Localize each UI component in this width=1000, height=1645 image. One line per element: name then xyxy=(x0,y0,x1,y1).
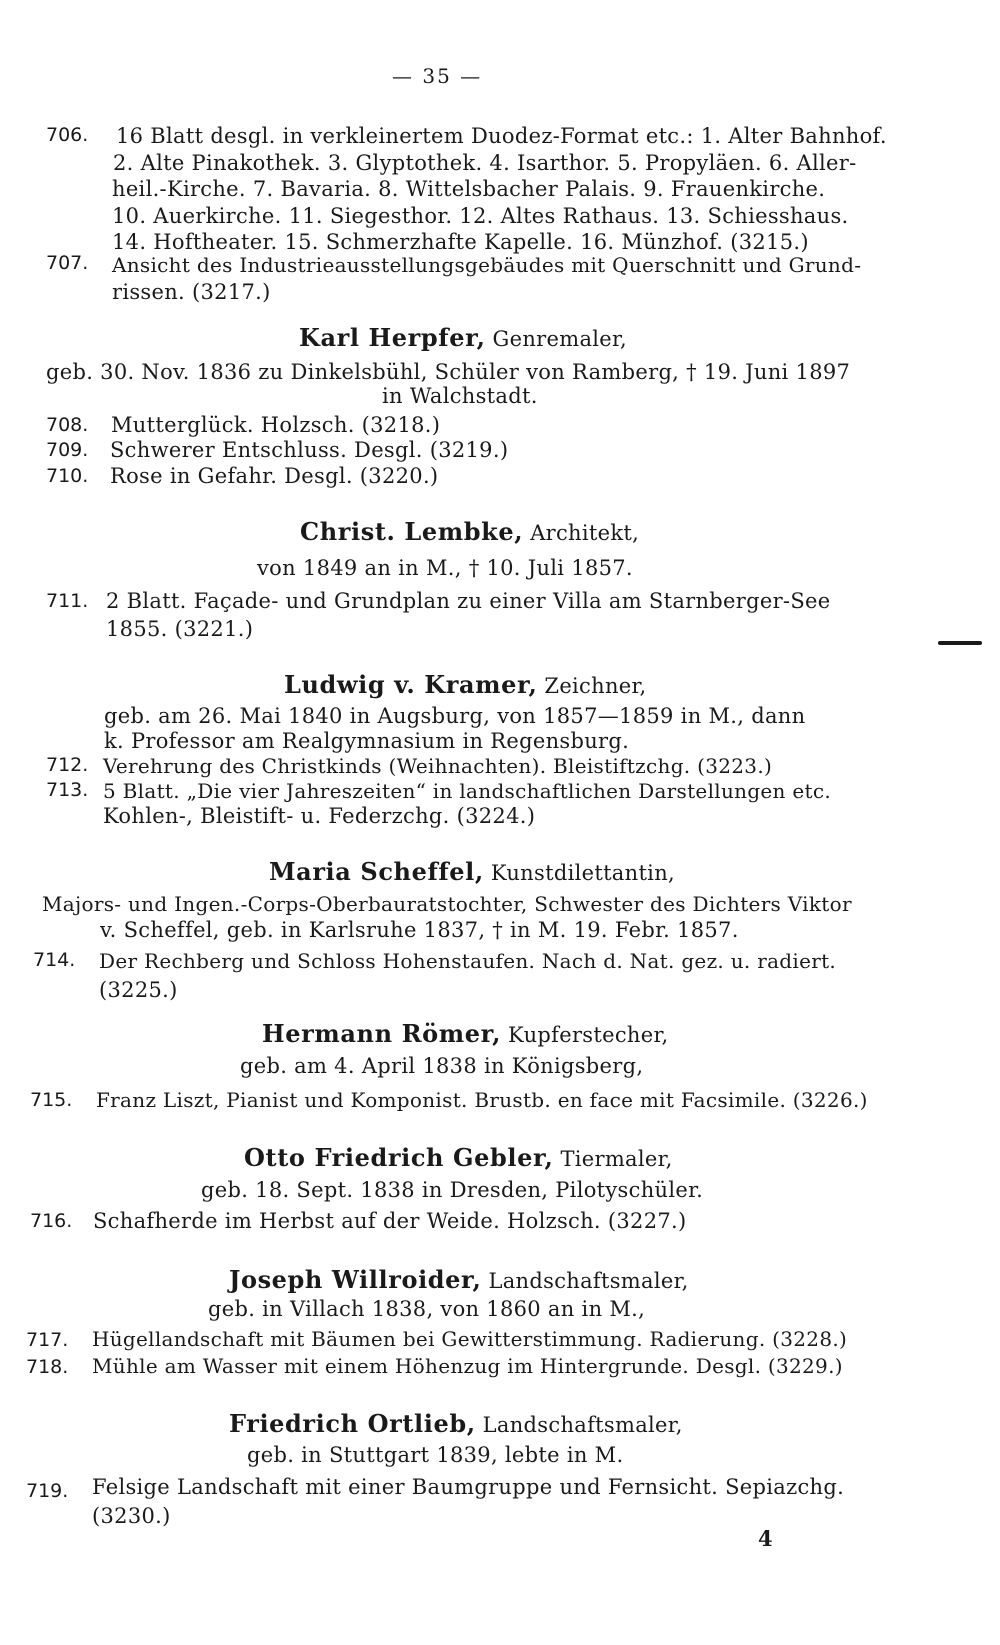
artist-bio: v. Scheffel, geb. in Karlsruhe 1837, † in M. 19. Febr. 1857. xyxy=(100,918,739,942)
entry-text: rissen. (3217.) xyxy=(112,280,271,304)
entry-text: 2 Blatt. Façade- und Grundplan zu einer Villa am Starnberger-See xyxy=(106,589,831,613)
artist-bio: in Walchstadt. xyxy=(382,384,538,408)
entry-text: Mühle am Wasser mit einem Höhenzug im Hintergrunde. Desgl. (3229.) xyxy=(92,1354,843,1378)
artist-bio: geb. am 26. Mai 1840 in Augsburg, von 1857—1859 in M., dann xyxy=(104,704,806,728)
entry-text: heil.-Kirche. 7. Bavaria. 8. Wittelsbacher Palais. 9. Frauenkirche. xyxy=(112,177,826,201)
entry-text: Felsige Landschaft mit einer Baumgruppe und Fernsicht. Sepiazchg. xyxy=(92,1475,845,1499)
entry-text: Rose in Gefahr. Desgl. (3220.) xyxy=(110,464,439,488)
artist-role: Zeichner, xyxy=(544,674,647,698)
page-number-header: — 35 — xyxy=(392,64,483,88)
entry-number: 718. xyxy=(26,1356,69,1378)
artist-bio: geb. in Stuttgart 1839, lebte in M. xyxy=(247,1443,624,1467)
entry-number: 706. xyxy=(46,124,89,146)
entry-number: 717. xyxy=(26,1329,69,1351)
entry-text: Hügellandschaft mit Bäumen bei Gewitterstimmung. Radierung. (3228.) xyxy=(92,1327,848,1351)
entry-text: Verehrung des Christkinds (Weihnachten). Bleistiftzchg. (3223.) xyxy=(103,754,773,778)
artist-heading xyxy=(229,1409,683,1438)
artist-bio: k. Professor am Realgymnasium in Regensburg. xyxy=(104,729,630,753)
entry-text: 10. Auerkirche. 11. Siegesthor. 12. Altes Rathaus. 13. Schiesshaus. xyxy=(112,204,849,228)
entry-text: Schwerer Entschluss. Desgl. (3219.) xyxy=(110,438,509,462)
artist-name: Maria Scheffel, xyxy=(269,857,484,886)
entry-text: Franz Liszt, Pianist und Komponist. Brustb. en face mit Facsimile. (3226.) xyxy=(96,1088,868,1112)
entry-text: Kohlen-, Bleistift- u. Federzchg. (3224.) xyxy=(103,804,536,828)
entry-number: 715. xyxy=(30,1089,73,1111)
artist-name: Hermann Römer, xyxy=(262,1019,502,1048)
artist-role: Architekt, xyxy=(530,521,640,545)
entry-text: 1855. (3221.) xyxy=(106,617,254,641)
artist-bio: geb. 30. Nov. 1836 zu Dinkelsbühl, Schüler von Ramberg, † 19. Juni 1897 xyxy=(46,360,851,384)
artist-name: Christ. Lembke, xyxy=(300,517,524,546)
artist-name: Otto Friedrich Gebler, xyxy=(244,1143,554,1172)
entry-number: 709. xyxy=(46,439,89,461)
entry-text: (3230.) xyxy=(92,1504,171,1528)
entry-number: 719. xyxy=(26,1480,69,1502)
entry-text: Der Rechberg und Schloss Hohenstaufen. Nach d. Nat. gez. u. radiert. xyxy=(99,949,837,973)
artist-bio: geb. in Villach 1838, von 1860 an in M., xyxy=(208,1297,646,1321)
entry-text: Mutterglück. Holzsch. (3218.) xyxy=(111,413,441,437)
entry-number: 707. xyxy=(46,252,89,274)
entry-number: 716. xyxy=(30,1210,73,1232)
artist-role: Tiermaler, xyxy=(560,1147,673,1171)
artist-role: Landschaftsmaler, xyxy=(488,1269,689,1293)
entry-number: 712. xyxy=(46,754,89,776)
artist-heading xyxy=(284,670,647,699)
entry-text: (3225.) xyxy=(99,978,178,1002)
entry-number: 713. xyxy=(46,779,89,801)
artist-name: Friedrich Ortlieb, xyxy=(229,1409,476,1438)
entry-number: 710. xyxy=(46,465,89,487)
artist-role: Kupferstecher, xyxy=(508,1023,669,1047)
artist-heading xyxy=(244,1143,673,1172)
entry-text: Ansicht des Industrieausstellungsgebäudes mit Querschnitt und Grund- xyxy=(112,253,862,277)
artist-bio: von 1849 an in M., † 10. Juli 1857. xyxy=(257,556,633,580)
entry-text: 14. Hoftheater. 15. Schmerzhafte Kapelle. 16. Münzhof. (3215.) xyxy=(112,230,809,254)
artist-name: Karl Herpfer, xyxy=(299,323,486,352)
artist-name: Ludwig v. Kramer, xyxy=(284,670,538,699)
artist-heading xyxy=(269,857,676,886)
entry-text: Schafherde im Herbst auf der Weide. Holzsch. (3227.) xyxy=(93,1209,687,1233)
artist-bio: geb. am 4. April 1838 in Königsberg, xyxy=(240,1054,644,1078)
artist-heading xyxy=(300,517,640,546)
artist-bio: geb. 18. Sept. 1838 in Dresden, Pilotyschüler. xyxy=(201,1178,704,1202)
entry-text: 2. Alte Pinakothek. 3. Glyptothek. 4. Isarthor. 5. Propyläen. 6. Aller- xyxy=(113,151,857,175)
entry-number: 708. xyxy=(46,414,89,436)
margin-dash-mark xyxy=(938,641,982,645)
entry-number: 711. xyxy=(46,590,89,612)
artist-heading xyxy=(299,323,628,352)
artist-name: Joseph Willroider, xyxy=(229,1265,482,1294)
entry-text: 5 Blatt. „Die vier Jahreszeiten“ in landschaftlichen Darstellungen etc. xyxy=(103,779,832,803)
artist-role: Landschaftsmaler, xyxy=(482,1413,683,1437)
signature-mark: 4 xyxy=(758,1526,773,1551)
entry-text: 16 Blatt desgl. in verkleinertem Duodez-Format etc.: 1. Alter Bahnhof. xyxy=(116,124,887,148)
artist-role: Genremaler, xyxy=(492,327,628,351)
artist-heading xyxy=(262,1019,669,1048)
artist-role: Kunstdilettantin, xyxy=(490,861,676,885)
artist-bio: Majors- und Ingen.-Corps-Oberbauratstochter, Schwester des Dichters Viktor xyxy=(42,892,852,916)
artist-heading xyxy=(229,1265,689,1294)
entry-number: 714. xyxy=(33,949,76,971)
